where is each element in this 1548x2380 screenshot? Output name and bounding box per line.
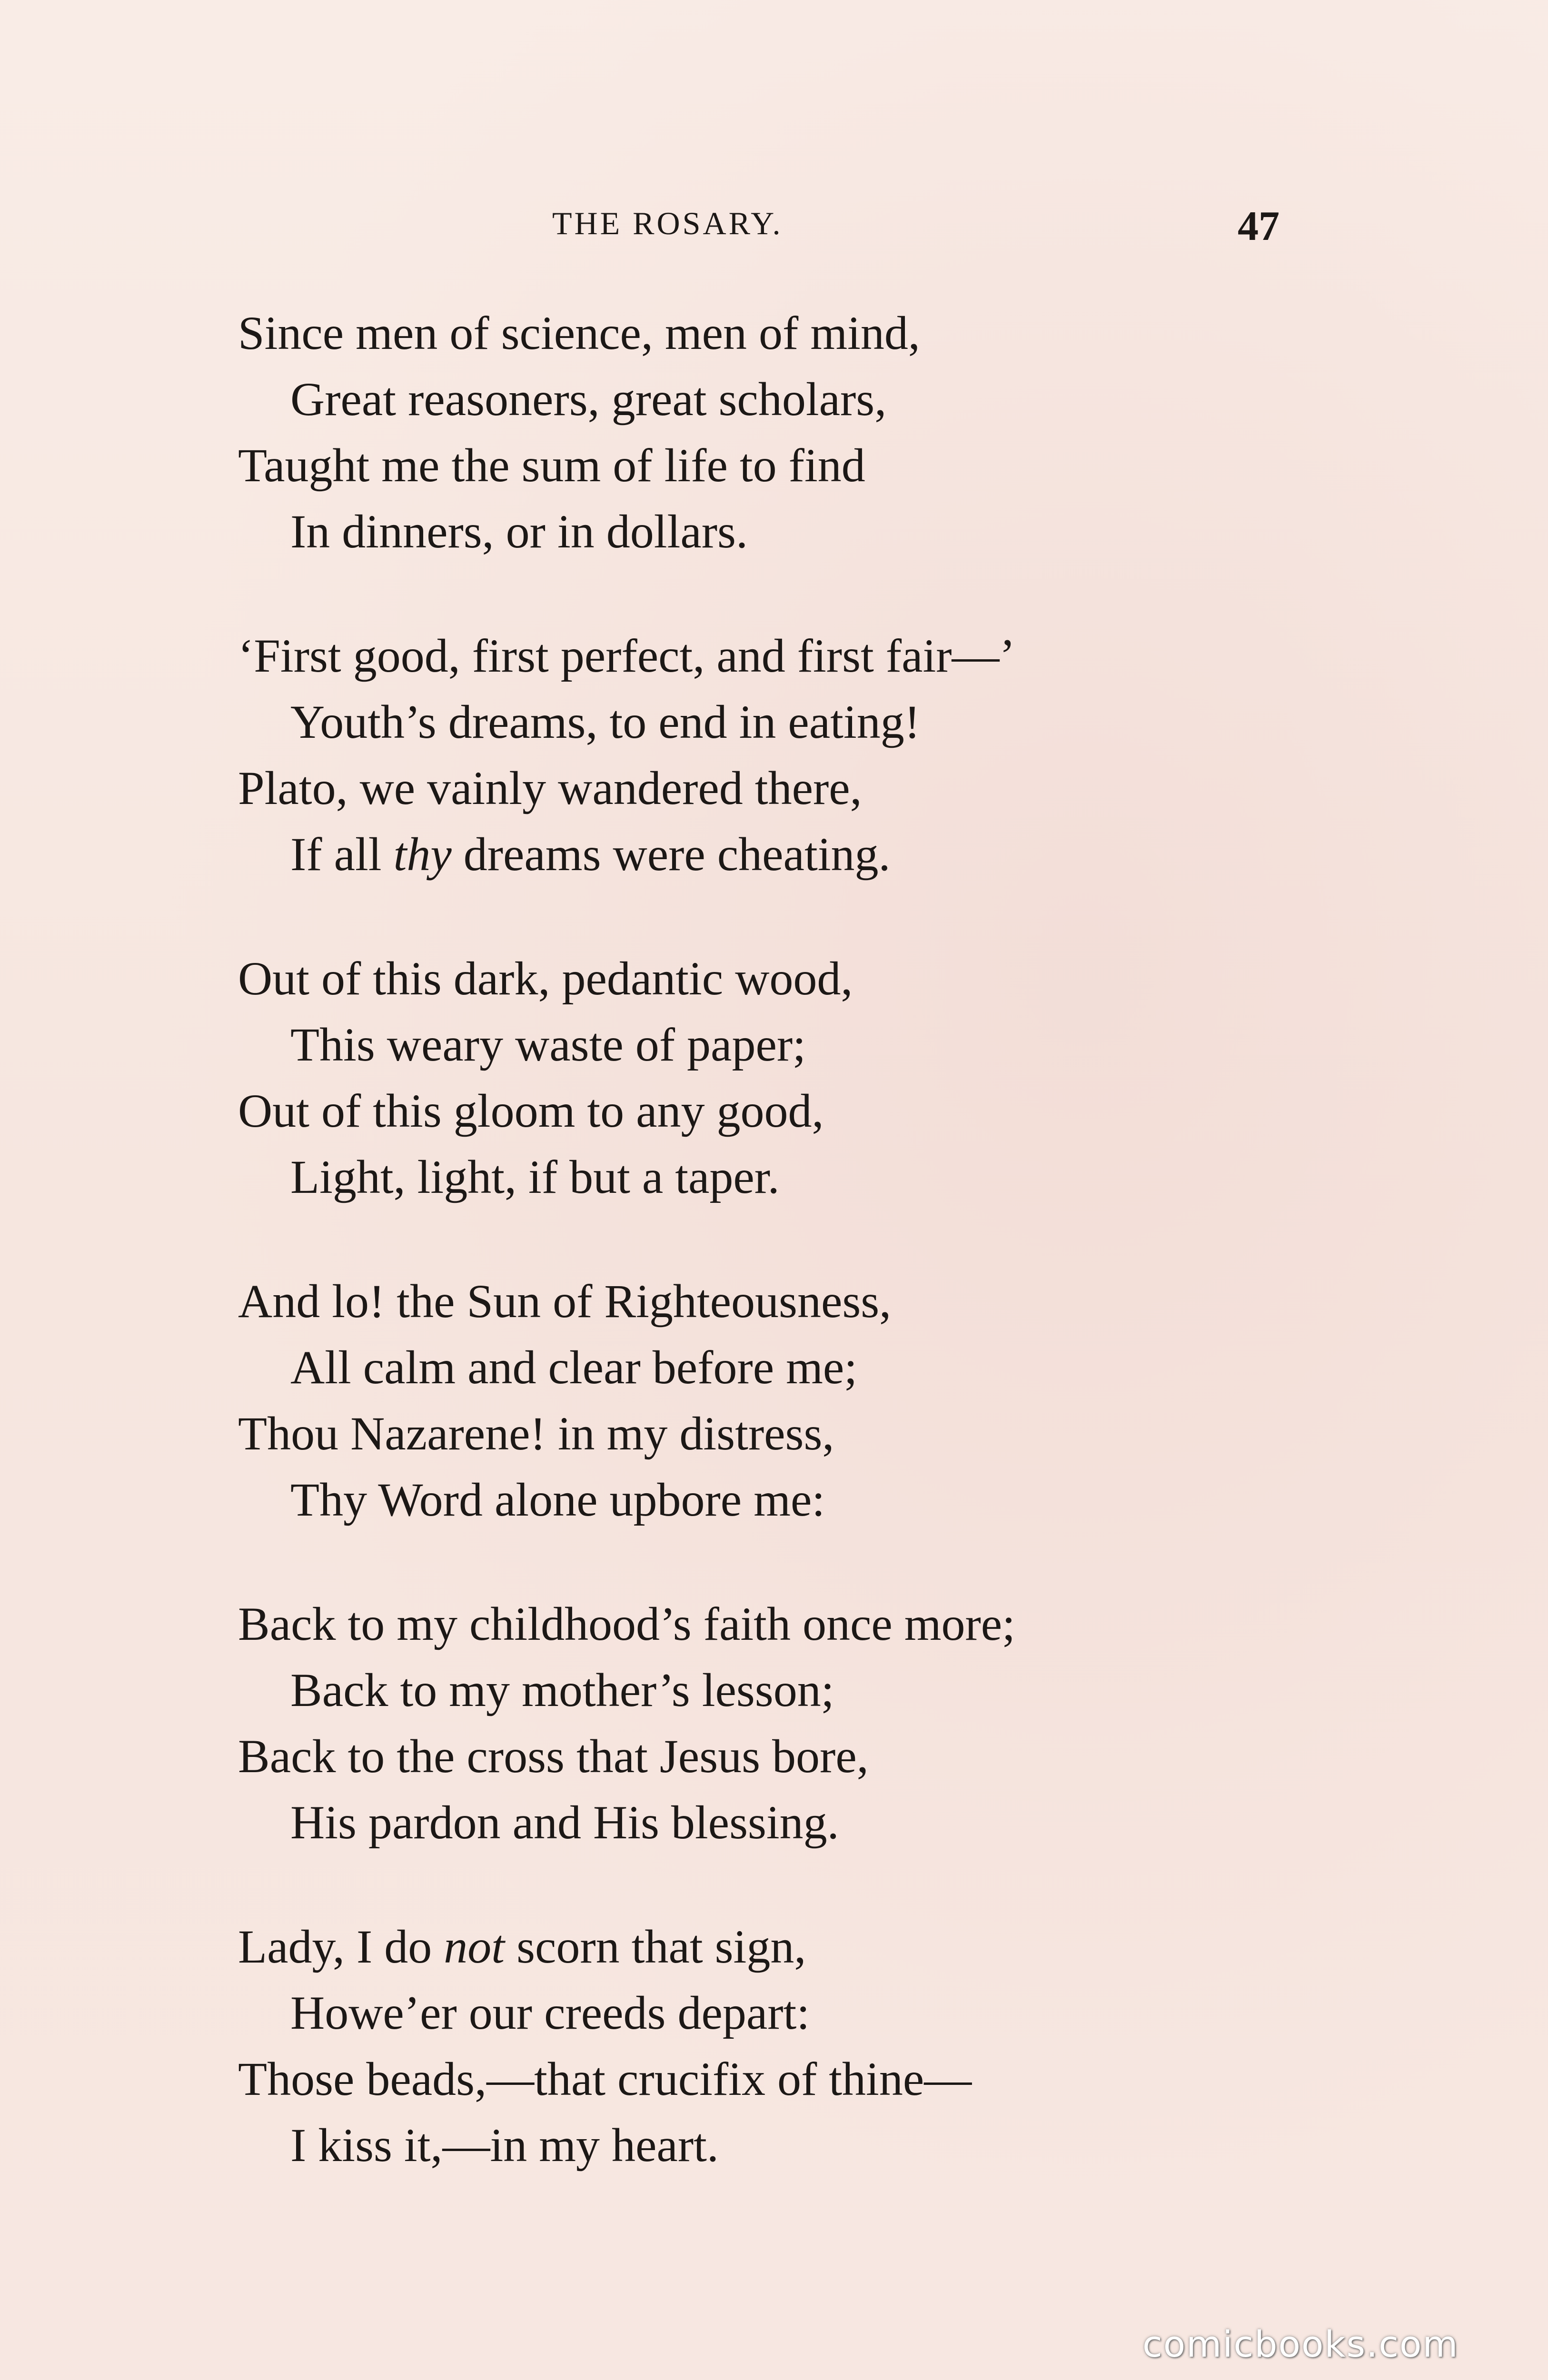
line-text: Lady, I do — [238, 1920, 444, 1973]
stanza-3 — [238, 945, 1333, 1210]
page-number: 47 — [1238, 203, 1280, 249]
poem-line: Back to the cross that Jesus bore, — [238, 1730, 869, 1783]
poem-body — [238, 300, 1333, 2236]
poem-line: Back to my mother’s lesson; — [290, 1664, 834, 1716]
italic-word: not — [444, 1920, 505, 1973]
poem-line: And lo! the Sun of Righteousness, — [238, 1275, 892, 1328]
stanza-4 — [238, 1268, 1333, 1533]
poem-line: This weary waste of paper; — [290, 1018, 806, 1071]
line-text: If all — [290, 828, 394, 881]
poem-line: Thy Word alone upbore me: — [290, 1473, 825, 1526]
poem-line: Out of this gloom to any good, — [238, 1084, 824, 1137]
poem-line: In dinners, or in dollars. — [290, 505, 748, 558]
stanza-2 — [238, 623, 1333, 887]
poem-line: His pardon and His blessing. — [290, 1796, 839, 1849]
poem-line: Taught me the sum of life to find — [238, 439, 865, 492]
poem-line: All calm and clear before me; — [290, 1341, 858, 1394]
poem-line: Since men of science, men of mind, — [238, 307, 920, 359]
poem-line: Youth’s dreams, to end in eating! — [290, 695, 921, 748]
poem-line: Light, light, if but a taper. — [290, 1150, 780, 1203]
poem-line: ‘First good, first perfect, and first fair—’ — [238, 629, 1015, 682]
stanza-6 — [238, 1914, 1333, 2178]
poem-line: I kiss it,—in my heart. — [290, 2119, 719, 2172]
stanza-1 — [238, 300, 1333, 565]
italic-word: thy — [393, 828, 452, 881]
poem-line — [238, 1914, 1333, 1980]
line-text: dreams were cheating. — [451, 828, 891, 881]
poem-line — [238, 821, 1333, 887]
poem-line: Out of this dark, pedantic wood, — [238, 952, 853, 1005]
poem-line: Great reasoners, great scholars, — [290, 373, 887, 426]
running-head: THE ROSARY. — [552, 205, 783, 241]
poem-line: Those beads,—that crucifix of thine— — [238, 2053, 972, 2105]
poem-line: Plato, we vainly wandered there, — [238, 762, 862, 814]
stanza-5 — [238, 1591, 1333, 1855]
poem-line: Thou Nazarene! in my distress, — [238, 1407, 834, 1460]
poem-line: Back to my childhood’s faith once more; — [238, 1597, 1015, 1650]
poem-line: Howe’er our creeds depart: — [290, 1986, 810, 2039]
watermark: comicbooks.com — [1142, 2323, 1459, 2365]
line-text: scorn that sign, — [505, 1920, 806, 1973]
